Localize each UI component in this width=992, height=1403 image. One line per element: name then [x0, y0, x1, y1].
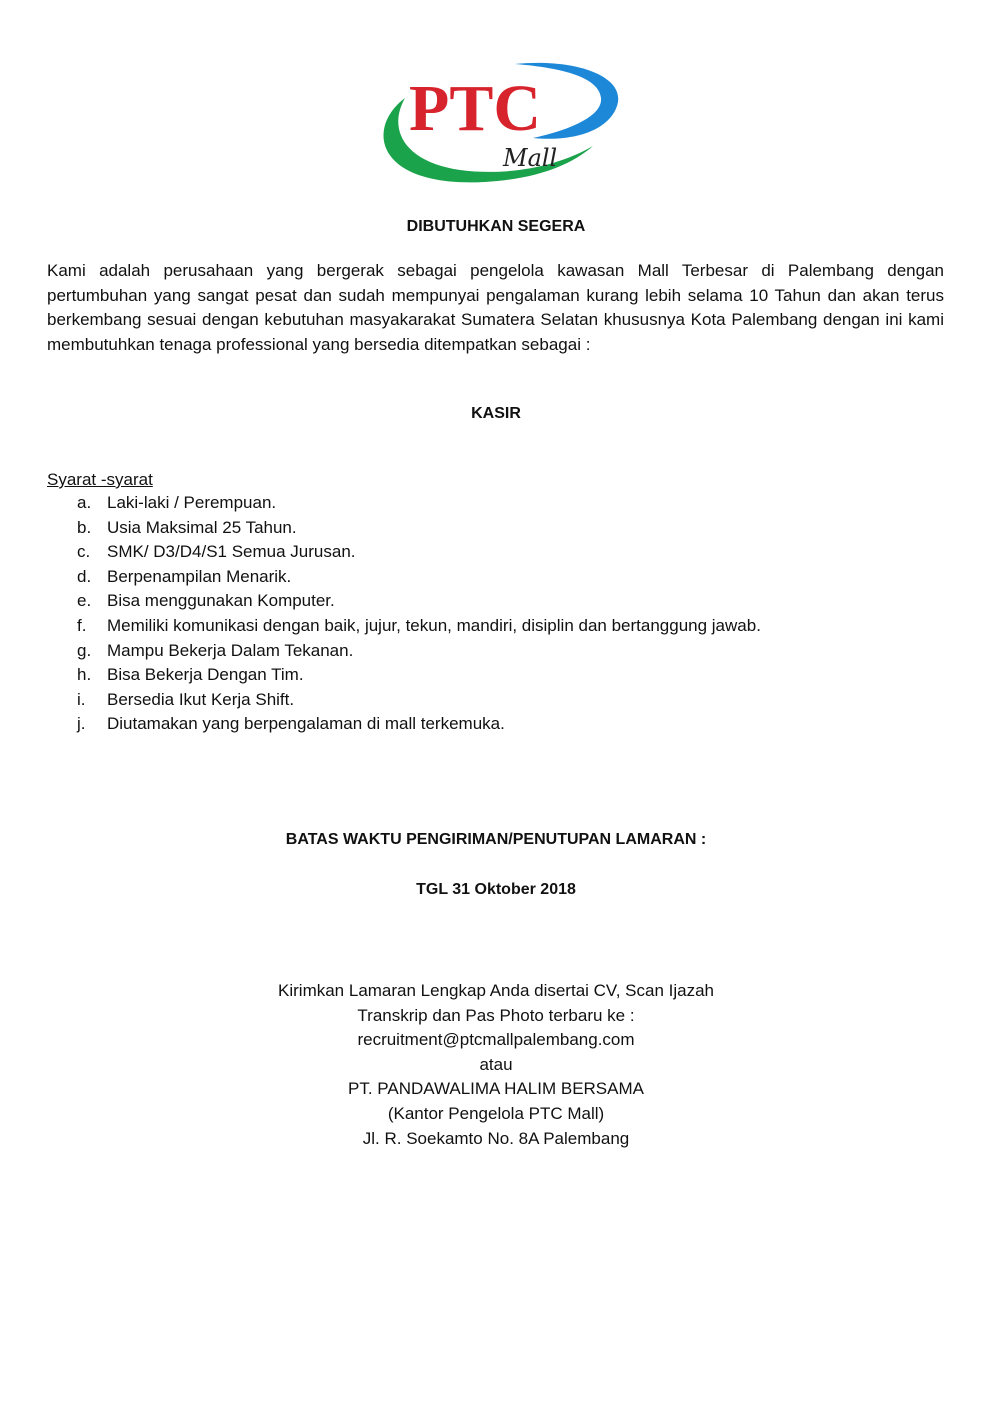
- list-item-text: Memiliki komunikasi dengan baik, jujur, tekun, mandiri, disiplin dan bertanggung jawab.: [107, 615, 761, 635]
- contact-company: PT. PANDAWALIMA HALIM BERSAMA: [348, 1079, 644, 1099]
- contact-documents: Transkrip dan Pas Photo terbaru ke :: [357, 1005, 635, 1025]
- list-item: [47, 540, 927, 565]
- deadline-date: TGL 31 Oktober 2018: [416, 881, 576, 898]
- contact-or: atau: [479, 1054, 513, 1074]
- list-item: [47, 639, 927, 664]
- position-title: KASIR: [471, 405, 521, 422]
- list-item-letter: g.: [77, 640, 92, 660]
- list-item-text: Mampu Bekerja Dalam Tekanan.: [107, 640, 354, 660]
- requirements-list: [47, 491, 927, 737]
- logo-main-text: PTC: [409, 72, 541, 145]
- list-item-text: Diutamakan yang berpengalaman di mall terkemuka.: [107, 714, 505, 734]
- list-item-letter: e.: [77, 591, 92, 611]
- deadline-title: BATAS WAKTU PENGIRIMAN/PENUTUPAN LAMARAN :: [285, 831, 707, 848]
- list-item-text: Bersedia Ikut Kerja Shift.: [107, 689, 295, 709]
- logo-sub-text: Mall: [503, 144, 558, 172]
- list-item-text: SMK/ D3/D4/S1 Semua Jurusan.: [107, 542, 356, 562]
- list-item-text: Usia Maksimal 25 Tahun.: [107, 517, 297, 537]
- contact-email: recruitment@ptcmallpalembang.com: [357, 1030, 635, 1050]
- requirements-title: Syarat -syarat: [47, 470, 153, 489]
- list-item-letter: f.: [77, 615, 87, 635]
- list-item-letter: h.: [77, 665, 92, 685]
- headline: DIBUTUHKAN SEGERA: [406, 218, 586, 235]
- contact-office: (Kantor Pengelola PTC Mall): [387, 1103, 605, 1123]
- list-item-letter: j.: [77, 714, 86, 734]
- intro-paragraph: Kami adalah perusahaan yang bergerak sebagai pengelola kawasan Mall Terbesar di Palembang dengan pertumbuhan yang sangat pesat dan sudah mempunyai pengalaman kurang lebih selama 10 Tahun dan akan terus berkembang sesuai dengan kebutuhan masyakarakat Sumatera Selatan khususnya Kota Palembang dengan ini kami membutuhkan tenaga professional yang bersedia ditempatkan sebagai :: [47, 261, 944, 354]
- list-item-text: Bisa menggunakan Komputer.: [107, 591, 335, 611]
- list-item: [47, 589, 927, 614]
- list-item: [47, 688, 927, 713]
- list-item-letter: i.: [77, 689, 86, 709]
- contact-block: [0, 979, 992, 1151]
- contact-address: Jl. R. Soekamto No. 8A Palembang: [362, 1128, 630, 1148]
- list-item: [47, 516, 927, 541]
- ptc-mall-logo: [365, 58, 625, 188]
- list-item: [47, 614, 927, 639]
- list-item: [47, 663, 927, 688]
- list-item: [47, 565, 927, 590]
- list-item-letter: d.: [77, 566, 92, 586]
- list-item-text: Bisa Bekerja Dengan Tim.: [107, 665, 304, 685]
- list-item-letter: c.: [77, 542, 91, 562]
- list-item-letter: b.: [77, 517, 92, 537]
- list-item: [47, 491, 927, 516]
- contact-instruction: Kirimkan Lamaran Lengkap Anda disertai CV, Scan Ijazah: [278, 981, 714, 1000]
- list-item-text: Laki-laki / Perempuan.: [107, 493, 277, 512]
- list-item: [47, 712, 927, 737]
- list-item-text: Berpenampilan Menarik.: [107, 566, 292, 586]
- list-item-letter: a.: [77, 493, 92, 512]
